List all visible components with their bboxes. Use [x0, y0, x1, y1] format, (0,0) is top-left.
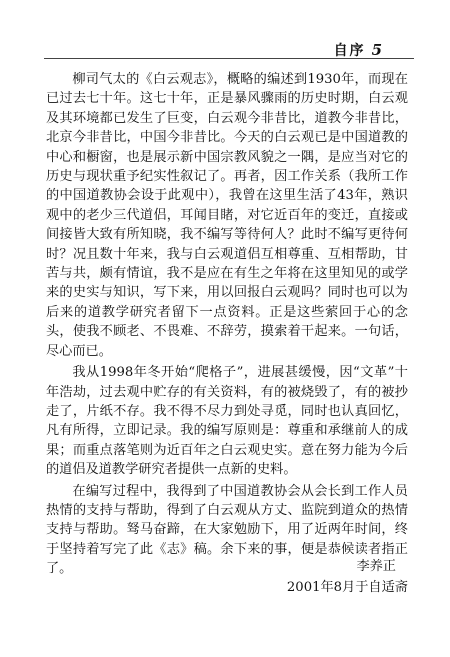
- paragraph: 在编写过程中，我得到了中国道教协会从会长到工作人员热情的支持与帮助，得到了白云观从方丈、监院到道众的热情支持与帮助。驽马奋蹄，在大家勉励下，用了近两年时间，终于坚持着写完了此《志》稿。余下来的事，便是恭候读者指正了。: [46, 483, 408, 577]
- signature-block: [287, 556, 408, 598]
- date-line: 2001年8月于自适斋: [286, 580, 408, 595]
- header-title: 自序: [333, 43, 366, 59]
- running-header: [334, 40, 384, 60]
- page-number: 5: [371, 41, 384, 59]
- paragraph: 我从1998年冬开始“爬格子”，进展甚缓慢，因“文革”十年浩劫，过去观中贮存的有关资料，有的被烧毁了，有的被抄走了，片纸不存。我不得不尽力到处寻觅，同时也认真回忆，凡有所得，立即记录。我的编写原则是：尊重和承继前人的成果；而重点落笔则为近百年之白云观史实。意在努力能为今后的道侣及道教学研究者提供一点新的史料。: [46, 365, 408, 478]
- paragraph: 柳司气太的《白云观志》，概略的编述到1930年，而现在已过去七十年。这七十年，正是暴风骤雨的历史时期，白云观及其环境都已发生了巨变，白云观今非昔比，道教今非昔比，北京今非昔比，中国今非昔比。今天的白云观已是中国道教的中心和橱窗，也是展示新中国宗教风貌之一隅，是应当对它的历史与现状重予纪实性叙记了。再者，因工作关系（我所工作的中国道教协会设于此观中），我曾在这里生活了43年，熟识观中的老少三代道侣，耳闻目睹，对它近百年的变迁，直接或间接皆大致有所知晓，我不编写等待何人？此时不编写更待何时？况且数十年来，我与白云观道侣互相尊重、互相帮助，甘苦与共，颇有情谊，我不是应在有生之年将在这里知见的或学来的史实与知识，写下来，用以回报白云观吗？同时也可以为后来的道教学研究者留下一点资料。正是这些萦回于心的念头，使我不顾老、不畏难、不辞劳，摸索着干起来。一句话，尽心而已。: [46, 72, 408, 359]
- preface-body: [46, 70, 408, 579]
- author-name: 李养正: [356, 559, 396, 574]
- header-rule: [44, 58, 414, 59]
